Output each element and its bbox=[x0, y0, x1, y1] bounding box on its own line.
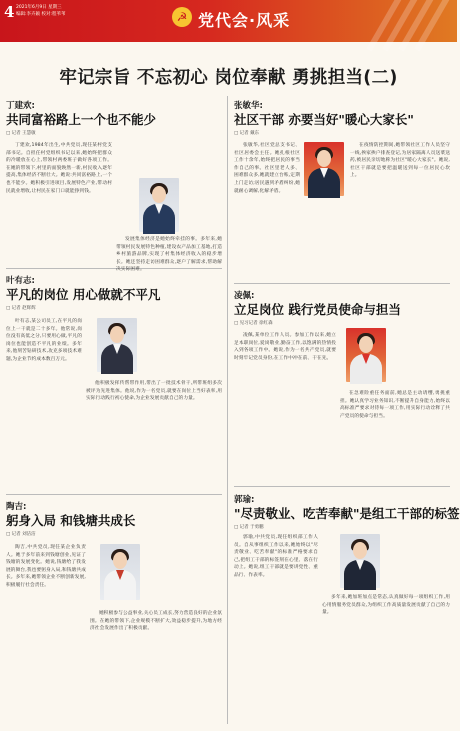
person-name: 张敏华: bbox=[234, 101, 263, 111]
article-headline: 立足岗位 践行党员使命与担当 bbox=[234, 302, 401, 317]
article-body: 张敏华,社区党总支书记、社区居委会主任。她扎根社区工作十余年,始终把居民的事当作自己的事。社区里老人多、困难群众多,她就建立台账,定期上门走访;居民遇到矛盾纠纷,她就耐心调解,化解矛盾。 bbox=[234, 143, 300, 194]
article-byline: □ 记者 于勇鹏 bbox=[234, 525, 264, 530]
article-headline: 躬身入局 和钱塘共成长 bbox=[6, 513, 136, 528]
main-headline: 牢记宗旨 不忘初心 岗位奉献 勇挑担当(二) bbox=[59, 68, 398, 88]
article-ding-jianhuan bbox=[6, 99, 222, 136]
article-guo-yu bbox=[234, 493, 460, 530]
person-name: 陶吉: bbox=[6, 502, 27, 512]
article-ye-youzhi bbox=[6, 274, 222, 311]
portrait-photo bbox=[100, 544, 140, 600]
section-divider bbox=[234, 283, 450, 284]
article-headline: "尽责敬业、吃苦奉献"是组工干部的标签 bbox=[234, 506, 460, 521]
column-divider bbox=[227, 96, 228, 724]
article-body: 在疫情防控期间,她带领社区工作人员坚守一线,挨家挨户排查登记,为居家隔离人员送菜送药,被居民亲切地称为社区"暖心大家长"。她说,社区干部就是要把温暖送到每一位居民心坎上。 bbox=[350, 143, 450, 179]
article-zhang-minhua bbox=[234, 99, 450, 136]
article-body: 郭瑜,中共党员,现任组织部工作人员。自从事组织工作以来,她始终以"尽责敬业、吃苦奉献"的标准严格要求自己,把组工干部的标签刻在心里、落在行动上。她说,组工干部就是要讲党性、重品行、作表率。 bbox=[234, 535, 318, 578]
article-headline: 共同富裕路上一个也不能少 bbox=[6, 112, 157, 127]
section-divider bbox=[6, 494, 222, 495]
person-name: 凌佩: bbox=[234, 291, 255, 301]
page-header bbox=[0, 0, 457, 42]
article-tao-ji bbox=[6, 500, 222, 537]
article-body: 她积极参与公益事业,关心员工成长,努力营造良好的企业氛围。在她的带领下,企业规模不断扩大,效益稳步提升,为地方经济社会发展作出了积极贡献。 bbox=[90, 611, 222, 632]
article-body: 发展集体经济是她始终牵挂的事。多年来,她带领村民发展特色种植,建设农产品加工基地,打造乡村旅游品牌,实现了村集体经济收入的稳步增长。她还坚持走访困难群众,逐户了解需求,帮助解决实际困难。 bbox=[116, 237, 222, 273]
article-headline: 社区干部 亦要当好"暖心大家长" bbox=[234, 112, 414, 127]
article-body: 叶有志,某公司员工,在平凡的岗位上一干就是二十多年。他常说,岗位没有高低之分,只要用心做,平凡的岗位也能创造不平凡的业绩。多年来,他刻苦钻研技术,攻克多项技术难题,为企业节约成本数百万元。 bbox=[6, 319, 82, 362]
article-byline: □ 见习记者 徐红森 bbox=[234, 321, 273, 326]
editor-line: 编辑:李卉颖 校对:程苇苇 bbox=[16, 12, 66, 17]
article-body: 凌佩,某单位工作人员。参加工作以来,她立足本职岗位,爱岗敬业,勤奋工作,以饱满的热情投入到各项工作中。她说,作为一名共产党员,就要时刻牢记党员身份,在工作中冲在前、干在先。 bbox=[234, 333, 336, 361]
article-body: 在急难险重任务面前,她总是主动请缨,勇挑重担。她认真学习业务知识,不断提升自身能力,始终以高标准严要求对待每一项工作,用实际行动诠释了共产党员的使命与担当。 bbox=[340, 391, 450, 419]
party-emblem-icon: ☭ bbox=[172, 7, 192, 27]
portrait-photo bbox=[97, 318, 137, 372]
issue-date: 2021年6月9日 星期三 bbox=[16, 5, 62, 10]
article-ling-pei bbox=[234, 289, 450, 326]
section-divider bbox=[234, 486, 450, 487]
article-body: 多年来,她加班加点是常态,认真做好每一项组织工作,用心用情服务党员群众,为组织工作高质量发展贡献了自己的力量。 bbox=[322, 595, 450, 616]
portrait-photo bbox=[304, 142, 344, 196]
section-divider bbox=[6, 268, 222, 269]
header-decoration bbox=[371, 0, 451, 42]
article-body: 陶吉,中共党员,现任某企业负责人。她于多年前来到钱塘创业,见证了钱塘的发展变化。她说,钱塘给了我发展的舞台,我也要躬身入局,和钱塘共成长。多年来,她带领企业不断创新发展,积极履行社会责任。 bbox=[6, 545, 86, 588]
column-title: 党代会·风采 bbox=[198, 11, 291, 30]
page-number: 4 bbox=[4, 3, 15, 21]
article-byline: □ 记者 戴东 bbox=[234, 131, 260, 136]
portrait-photo bbox=[346, 328, 386, 382]
person-name: 郭瑜: bbox=[234, 495, 255, 505]
person-name: 叶有志: bbox=[6, 276, 35, 286]
portrait-photo bbox=[340, 534, 380, 588]
article-body: 他积极发挥传帮带作用,带出了一批技术骨干,所带班组多次被评为先进集体。他说,作为一名党员,就要在岗位上当好表率,用实际行动践行初心使命,为企业发展贡献自己的力量。 bbox=[86, 381, 222, 402]
article-headline: 平凡的岗位 用心做就不平凡 bbox=[6, 287, 161, 302]
person-name: 丁建欢: bbox=[6, 101, 35, 111]
article-byline: □ 记者 刘洁洁 bbox=[6, 532, 36, 537]
article-byline: □ 记者 王慧敏 bbox=[6, 131, 36, 136]
article-body: 丁建欢,1984年出生,中共党员,现任某村党支部书记。自担任村党组织书记以来,她始终把群众的冷暖放在心上,带领村两委班子做好各项工作。在她的带领下,村里的面貌焕然一新,村民收入逐年提高,集体经济不断壮大。她说:共同富裕路上,一个也不能少。她积极引进项目,发展特色产业,带动村民就业增收,让村民在家门口就能挣到钱。 bbox=[6, 143, 112, 194]
article-byline: □ 记者 赵辉辉 bbox=[6, 306, 36, 311]
portrait-photo bbox=[139, 178, 179, 232]
